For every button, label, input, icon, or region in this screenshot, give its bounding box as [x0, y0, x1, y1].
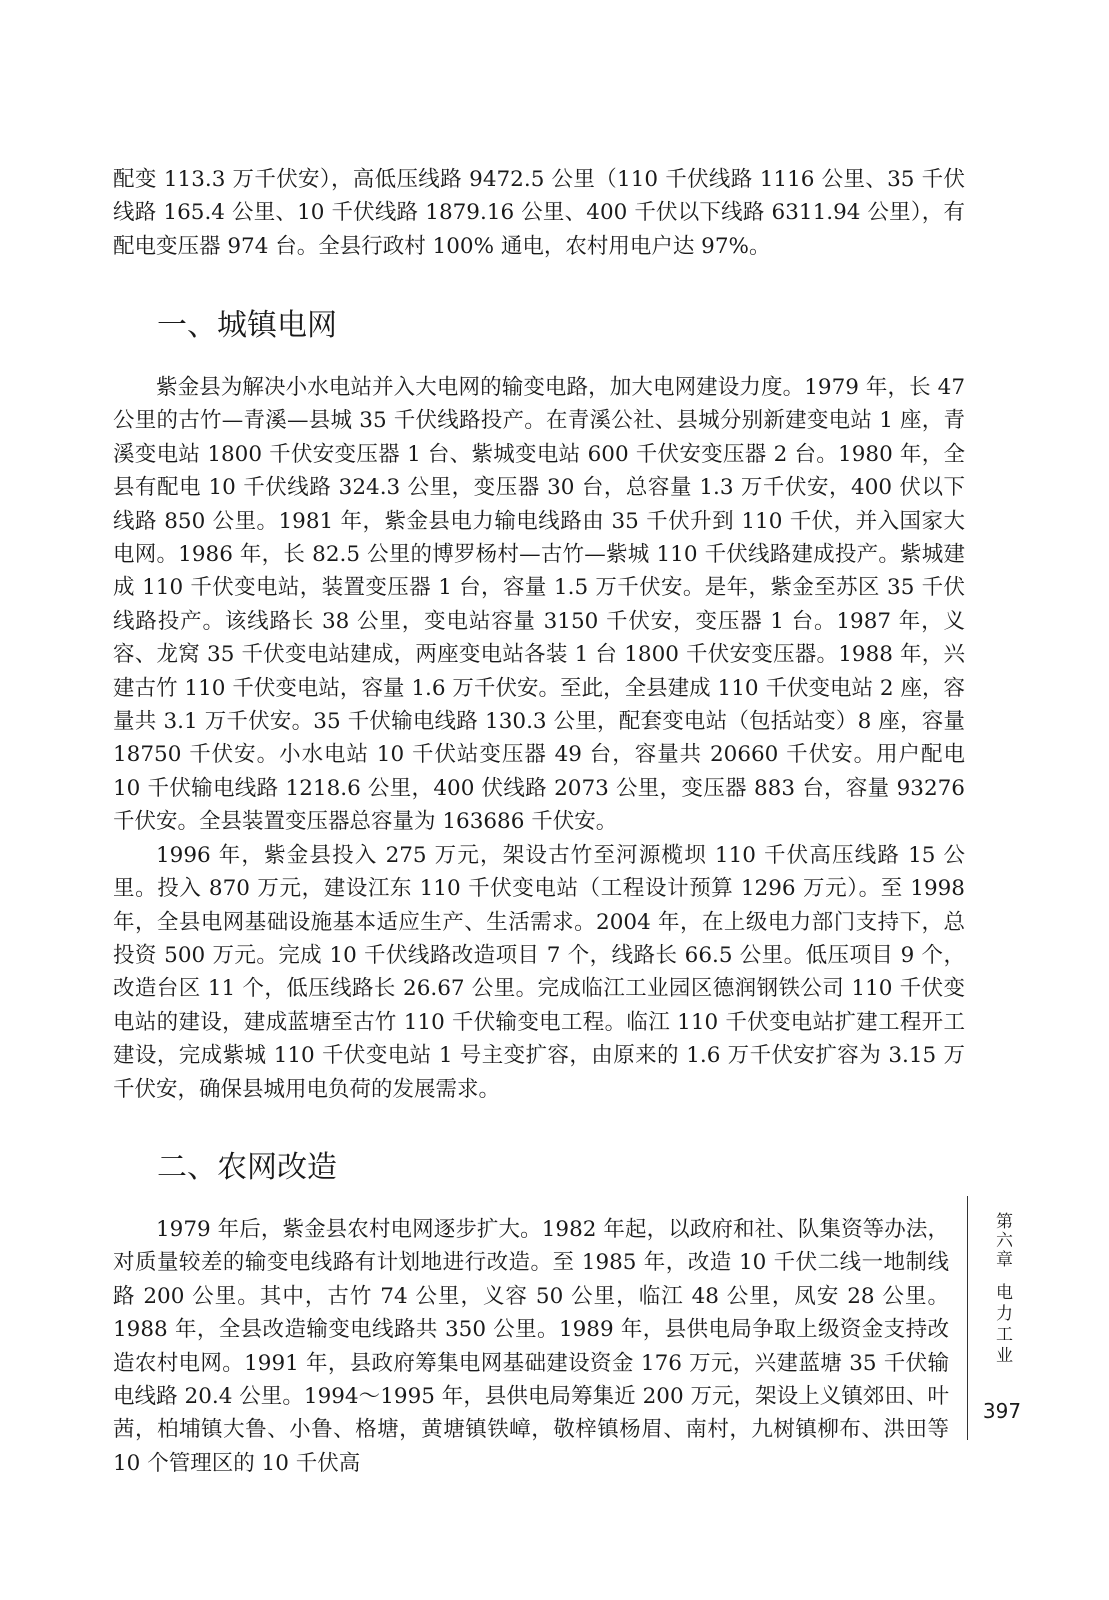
chapter-title: 电力工业: [992, 1283, 1012, 1367]
page-number: 397: [982, 1399, 1022, 1423]
chapter-label: 第六章: [992, 1212, 1012, 1269]
section1-body: [113, 371, 965, 1106]
section2-body: [113, 1213, 949, 1480]
section1-paragraph-1: 紫金县为解决小水电站并入大电网的输变电路，加大电网建设力度。1979 年，长 47 公里的古竹—青溪—县城 35 千伏线路投产。在青溪公社、县城分别新建变电站 1 座，青溪变电站 1800 千伏安变压器 1 台、紫城变电站 600 千伏安变压器 2 台。1980 年，全县有配电 10 千伏线路 324.3 公里，变压器 30 台，总容量 1.3 万千伏安，400 伏以下线路 850 公里。1981 年，紫金县电力输电线路由 35 千伏升到 110 千伏，并入国家大电网。1986 年，长 82.5 公里的博罗杨村—古竹—紫城 110 千伏线路建成投产。紫城建成 110 千伏变电站，装置变压器 1 台，容量 1.5 万千伏安。是年，紫金至苏区 35 千伏线路投产。该线路长 38 公里，变电站容量 3150 千伏安，变压器 1 台。1987 年，义容、龙窝 35 千伏变电站建成，两座变电站各装 1 台 1800 千伏安变压器。1988 年，兴建古竹 110 千伏变电站，容量 1.6 万千伏安。至此，全县建成 110 千伏变电站 2 座，容量共 3.1 万千伏安。35 千伏输电线路 130.3 公里，配套变电站（包括站变）8 座，容量 18750 千伏安。小水电站 10 千伏站变压器 49 台，容量共 20660 千伏安。用户配电 10 千伏输电线路 1218.6 公里，400 伏线路 2073 公里，变压器 883 台，容量 93276 千伏安。全县装置变压器总容量为 163686 千伏安。: [113, 375, 965, 835]
section2-paragraph-1: 1979 年后，紫金县农村电网逐步扩大。1982 年起，以政府和社、队集资等办法，对质量较差的输变电线路有计划地进行改造。至 1985 年，改造 10 千伏二线一地制线路 200 公里。其中，古竹 74 公里，义容 50 公里，临江 48 公里，凤安 28 公里。1988 年，全县改造输变电线路共 350 公里。1989 年，县供电局争取上级资金支持改造农村电网。1991 年，县政府筹集电网基础建设资金 176 万元，兴建蓝塘 35 千伏输电线路 20.4 公里。1994～1995 年，县供电局筹集近 200 万元，架设上义镇郊田、叶茜，柏埔镇大鲁、小鲁、格塘，黄塘镇铁嶂，敬梓镇杨眉、南村，九树镇柳布、洪田等 10 个管理区的 10 千伏高: [113, 1217, 949, 1476]
chapter-tab: [982, 1212, 1022, 1367]
intro-paragraph: 配变 113.3 万千伏安），高低压线路 9472.5 公里（110 千伏线路 1116 公里、35 千伏线路 165.4 公里、10 千伏线路 1879.16 公里、400 千伏以下线路 6311.94 公里），有配电变压器 974 台。全县行政村 100% 通电，农村用电户达 97%。: [113, 167, 965, 259]
section-heading-urban-grid: 一、城镇电网: [157, 308, 337, 343]
intro-text: [113, 163, 965, 263]
margin-divider: [967, 1196, 968, 1440]
section1-paragraph-2: 1996 年，紫金县投入 275 万元，架设古竹至河源榄坝 110 千伏高压线路 15 公里。投入 870 万元，建设江东 110 千伏变电站（工程设计预算 1296 万元）。至 1998 年，全县电网基础设施基本适应生产、生活需求。2004 年，在上级电力部门支持下，总投资 500 万元。完成 10 千伏线路改造项目 7 个，线路长 66.5 公里。低压项目 9 个，改造台区 11 个，低压线路长 26.67 公里。完成临江工业园区德润钢铁公司 110 千伏变电站的建设，建成蓝塘至古竹 110 千伏输变电工程。临江 110 千伏变电站扩建工程开工建设，完成紫城 110 千伏变电站 1 号主变扩容，由原来的 1.6 万千伏安扩容为 3.15 万千伏安，确保县城用电负荷的发展需求。: [113, 842, 965, 1102]
section-heading-rural-grid: 二、农网改造: [157, 1150, 337, 1185]
